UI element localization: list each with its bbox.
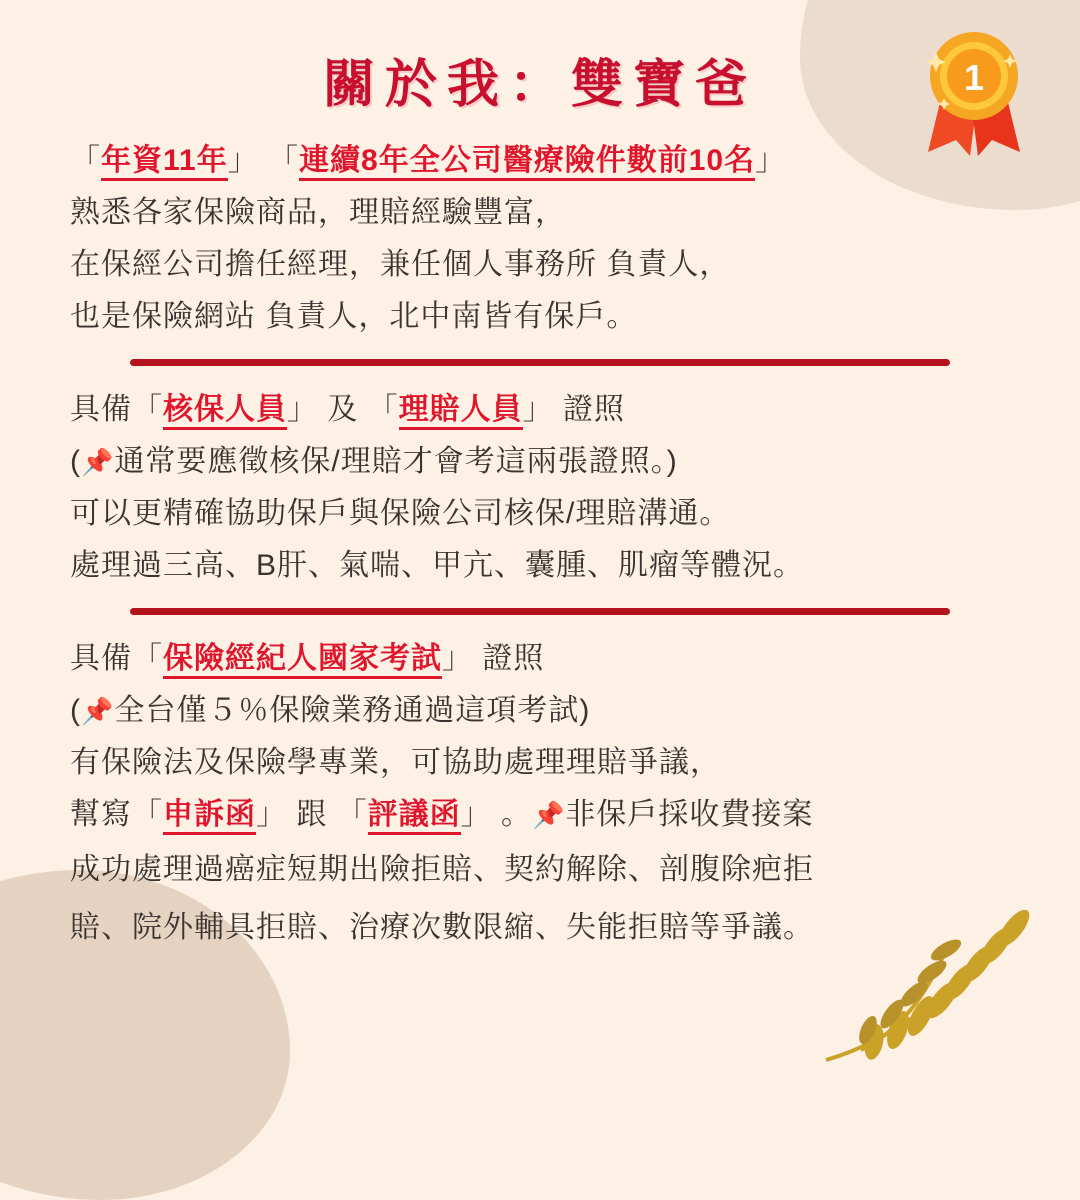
section-licenses	[70, 384, 1010, 592]
text-line: 「年資11年」 「連續8年全公司醫療險件數前10名」	[70, 135, 1010, 187]
text-line: 成功處理過癌症短期出險拒賠、契約解除、剖腹除疤拒	[70, 853, 814, 886]
section-intro	[70, 135, 1010, 343]
text-line: 可以更精確協助保戶與保險公司核保/理賠溝通。	[70, 497, 731, 530]
section-divider	[130, 359, 950, 366]
pushpin-icon: 📌	[81, 447, 115, 477]
pushpin-icon: 📌	[81, 696, 115, 726]
highlight-underwriting-license: 核保人員	[163, 393, 287, 430]
highlight-broker-exam: 保險經紀人國家考試	[163, 642, 442, 679]
text-line: (📌全台僅５％保險業務通過這項考試)	[70, 694, 591, 727]
page-title: 關於我：雙寶爸	[322, 56, 757, 114]
text-line: 具備「核保人員」 及 「理賠人員」 證照	[70, 384, 1010, 436]
wheat-branch-icon	[806, 910, 1056, 1070]
highlight-ranking: 連續8年全公司醫療險件數前10名	[299, 144, 755, 181]
text-line: 處理過三高、B肝、氣喘、甲亢、囊腫、肌瘤等體況。	[70, 549, 805, 582]
highlight-review-letter: 評議函	[368, 798, 461, 835]
medal-number-one-icon	[914, 24, 1034, 164]
text-line: 也是保險網站 負責人，北中南皆有保戶。	[70, 300, 638, 333]
section-divider	[130, 608, 950, 615]
highlight-years: 年資11年	[101, 144, 228, 181]
text-line: (📌通常要應徵核保/理賠才會考這兩張證照。)	[70, 445, 678, 478]
highlight-claims-license: 理賠人員	[399, 393, 523, 430]
svg-text:1: 1	[963, 57, 985, 98]
text-fragment: 通常要應徵核保/理賠才會考這兩張證照。)	[114, 445, 678, 478]
pushpin-icon: 📌	[532, 800, 566, 830]
text-line: 幫寫「申訴函」 跟 「評議函」 。📌非保戶採收費接案	[70, 789, 1010, 841]
highlight-appeal-letter: 申訴函	[163, 798, 256, 835]
section-broker-exam	[70, 633, 1010, 957]
text-fragment: 全台僅５％保險業務通過這項考試)	[114, 694, 591, 727]
text-line: 有保險法及保險學專業，可協助處理理賠爭議，	[70, 746, 721, 779]
text-line: 具備「保險經紀人國家考試」 證照	[70, 633, 1010, 685]
text-fragment: 非保戶採收費接案	[565, 798, 814, 831]
text-line: 在保經公司擔任經理，兼任個人事務所 負責人，	[70, 248, 731, 281]
text-line: 熟悉各家保險商品，理賠經驗豐富，	[70, 196, 566, 229]
text-line: 賠、院外輔具拒賠、治療次數限縮、失能拒賠等爭議。	[70, 911, 814, 944]
